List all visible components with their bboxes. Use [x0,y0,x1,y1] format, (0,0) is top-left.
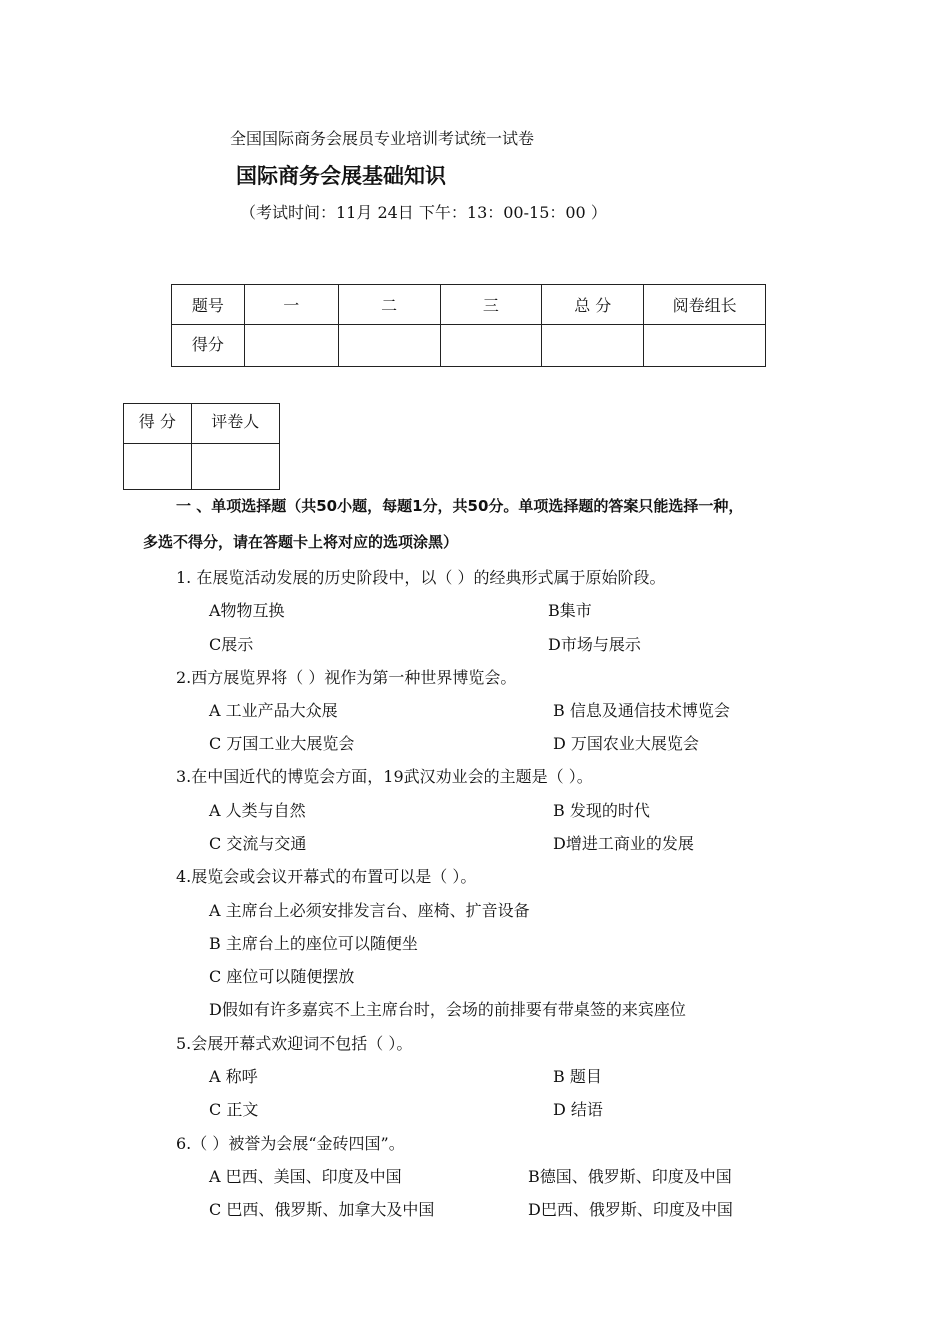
question-5-option-d: D 结语 [553,1100,603,1119]
question-6: 6.（ ）被誉为会展“金砖四国”。 [176,1134,405,1153]
score-cell [440,325,542,367]
score-cell [244,325,338,367]
score-header-2: 二 [338,285,440,325]
grader-score-label: 得 分 [124,404,192,444]
section1-instruction-line1: 一 、单项选择题（共50小题，每题1分，共50分。单项选择题的答案只能选择一种， [176,497,744,515]
question-3-option-d: D增进工商业的发展 [553,834,694,853]
question-1: 1. 在展览活动发展的历史阶段中，以（ ）的经典形式属于原始阶段。 [176,568,666,587]
question-3-option-c: C 交流与交通 [209,834,307,853]
score-header-3: 三 [440,285,542,325]
grader-name-label: 评卷人 [191,404,279,444]
question-4-option-b: B 主席台上的座位可以随便坐 [209,934,418,953]
score-cell [644,325,766,367]
question-3-option-a: A 人类与自然 [209,801,306,820]
question-4-option-c: C 座位可以随便摆放 [209,967,355,986]
question-6-option-a: A 巴西、美国、印度及中国 [209,1167,402,1186]
exam-title: 国际商务会展基础知识 [236,164,446,188]
grader-score-cell [124,444,192,490]
question-4: 4.展览会或会议开幕式的布置可以是（ ）。 [176,867,477,886]
question-2-option-d: D 万国农业大展览会 [553,734,699,753]
question-5-option-c: C 正文 [209,1100,259,1119]
question-2-option-c: C 万国工业大展览会 [209,734,355,753]
score-cell [542,325,644,367]
question-2: 2.西方展览界将（ ）视作为第一种世界博览会。 [176,668,517,687]
score-table [171,284,766,367]
exam-subtitle: 全国国际商务会展员专业培训考试统一试卷 [230,129,535,148]
question-6-option-d: D巴西、俄罗斯、印度及中国 [528,1200,733,1219]
grader-name-cell [191,444,279,490]
exam-time: （考试时间：11月 24日 下午：13：00-15：00 ） [240,203,607,222]
question-6-option-c: C 巴西、俄罗斯、加拿大及中国 [209,1200,435,1219]
question-4-option-d: D假如有许多嘉宾不上主席台时，会场的前排要有带桌签的来宾座位 [209,1000,686,1019]
question-1-option-a: A物物互换 [209,601,285,620]
question-5-option-b: B 题目 [553,1067,602,1086]
question-2-option-b: B 信息及通信技术博览会 [553,701,730,720]
score-header-1: 一 [244,285,338,325]
question-2-option-a: A 工业产品大众展 [209,701,338,720]
score-cell [338,325,440,367]
score-header-leader: 阅卷组长 [644,285,766,325]
question-1-option-d: D市场与展示 [548,635,641,654]
grader-table [123,403,280,490]
question-5: 5.会展开幕式欢迎词不包括（ ）。 [176,1034,413,1053]
question-5-option-a: A 称呼 [209,1067,258,1086]
section1-instruction-line2: 多选不得分，请在答题卡上将对应的选项涂黑） [143,533,459,551]
question-4-option-a: A 主席台上必须安排发言台、座椅、扩音设备 [209,901,530,920]
question-1-option-c: C展示 [209,635,254,654]
score-row-label: 得分 [172,325,245,367]
score-header-total: 总 分 [542,285,644,325]
question-3-option-b: B 发现的时代 [553,801,650,820]
score-header-question: 题号 [172,285,245,325]
question-6-option-b: B德国、俄罗斯、印度及中国 [528,1167,732,1186]
question-1-option-b: B集市 [548,601,592,620]
question-3: 3.在中国近代的博览会方面，19武汉劝业会的主题是（ ）。 [176,767,593,786]
